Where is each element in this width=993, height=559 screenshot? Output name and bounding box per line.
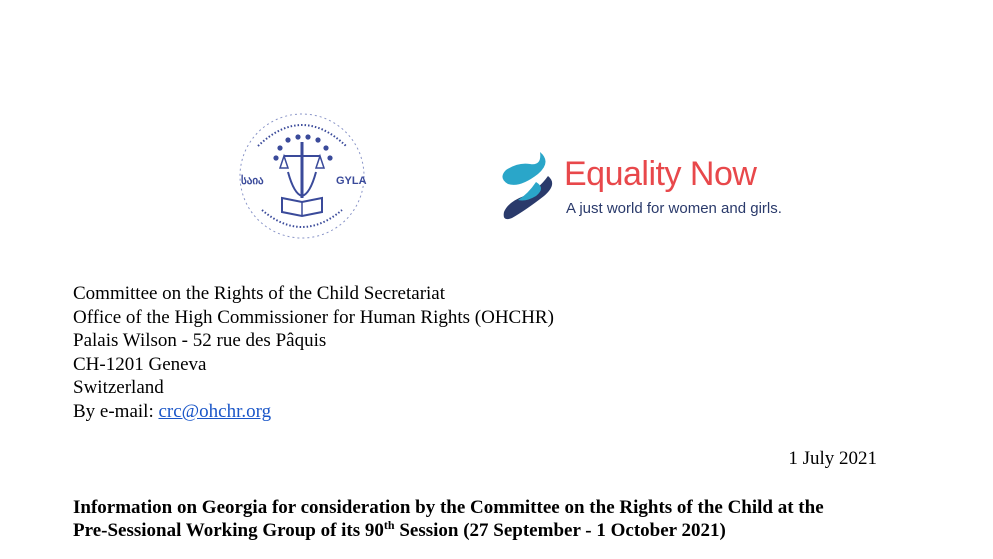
gyla-right-text: GYLA	[336, 175, 367, 187]
address-line: Palais Wilson - 52 rue des Pâquis	[73, 330, 327, 352]
address-line: Switzerland	[73, 377, 164, 399]
equality-now-name: Equality Now	[564, 155, 757, 193]
address-line: CH-1201 Geneva	[73, 353, 207, 375]
address-line: Office of the High Commissioner for Human Rights (OHCHR)	[73, 306, 554, 328]
heading-line-1: Information on Georgia for consideration by the Committee on the Rights of the Child at the	[73, 497, 824, 518]
email-line	[73, 400, 554, 424]
heading-line-2	[73, 519, 913, 542]
gyla-left-text: საია	[241, 175, 264, 187]
document-heading	[73, 496, 913, 542]
heading-line-2-prefix: Pre-Sessional Working Group of its 90	[73, 520, 384, 541]
equality-now-mark-icon	[498, 148, 558, 222]
equality-now-tagline: A just world for women and girls.	[566, 200, 782, 217]
heading-line-2-suffix: Session (27 September - 1 October 2021)	[394, 520, 726, 541]
email-link[interactable]: crc@ohchr.org	[158, 400, 272, 422]
letter-date: 1 July 2021	[788, 448, 877, 469]
gyla-logo	[228, 106, 376, 246]
email-prefix: By e-mail:	[73, 400, 159, 422]
heading-ordinal-suffix: th	[383, 518, 395, 532]
address-line: Committee on the Rights of the Child Secretariat	[73, 283, 446, 304]
recipient-address	[73, 282, 554, 424]
